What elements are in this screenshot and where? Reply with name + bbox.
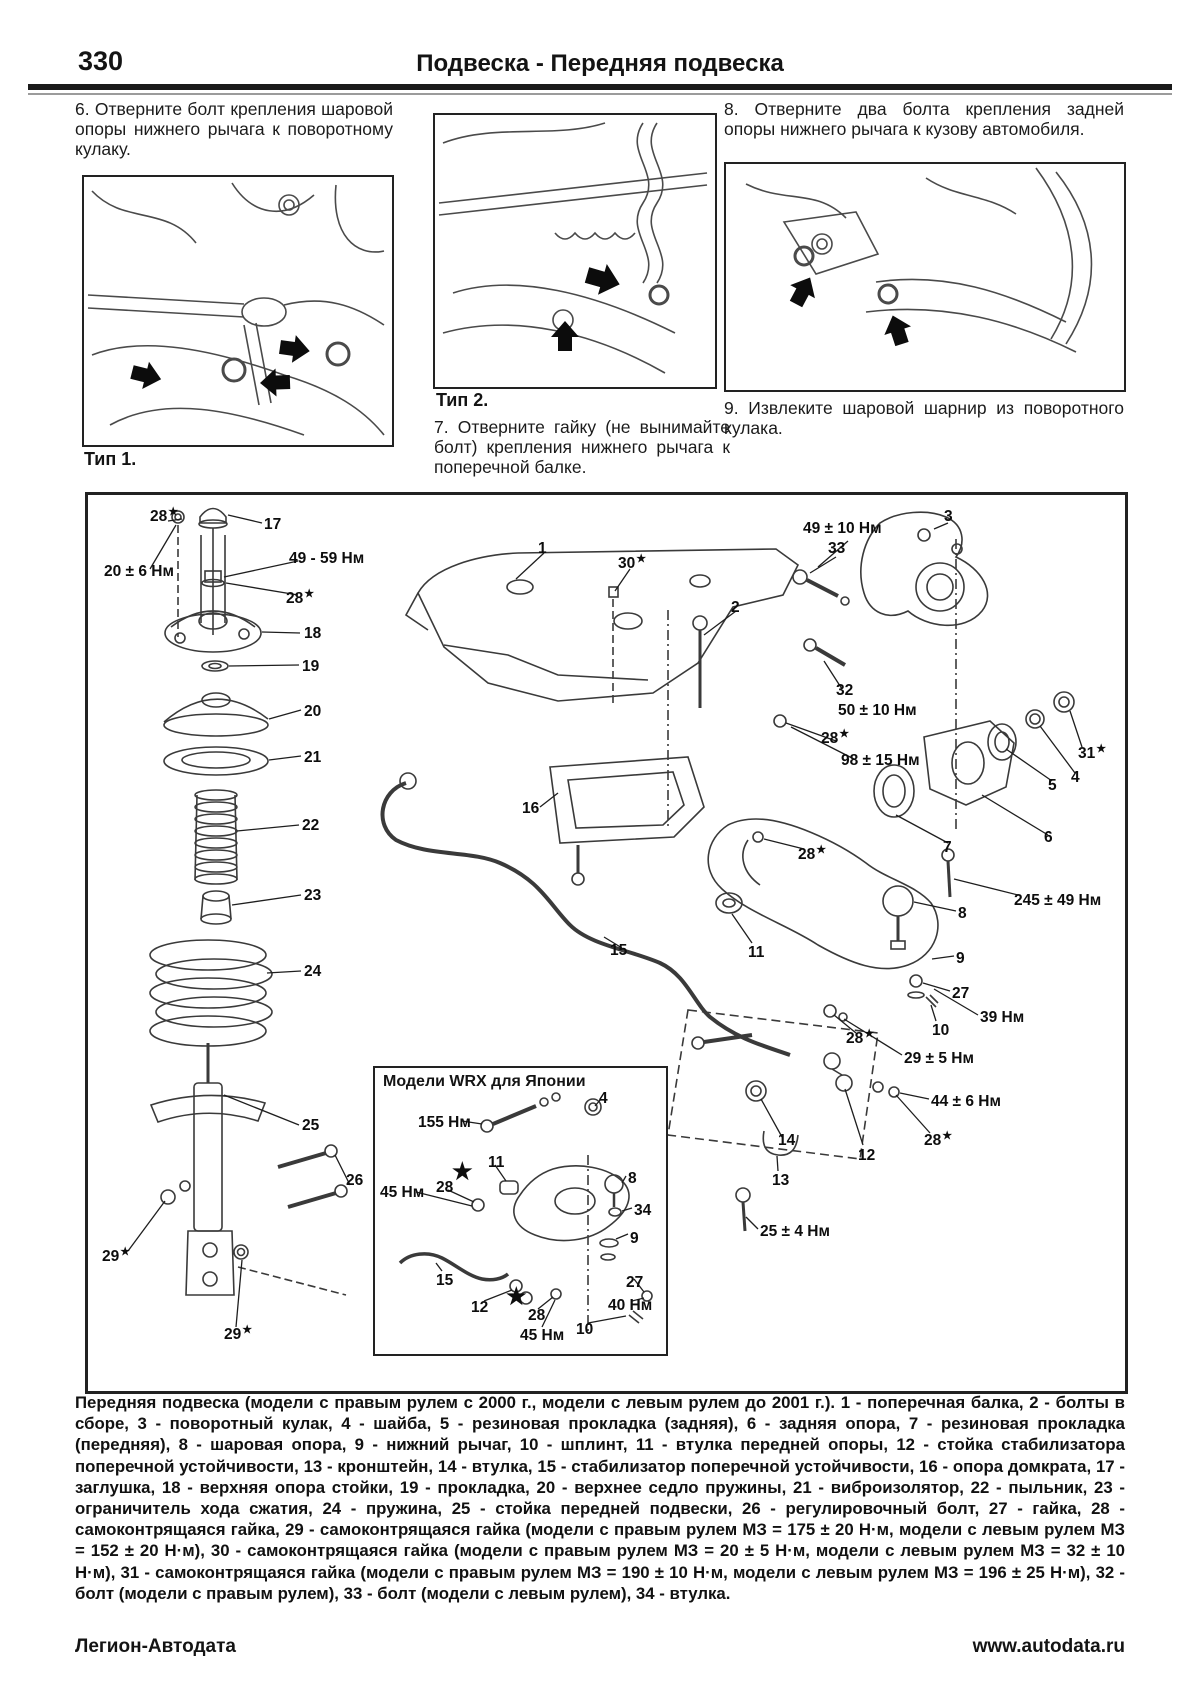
- part-label: 34: [634, 1202, 652, 1219]
- part-label: 27: [626, 1274, 644, 1291]
- photo-step8-illustration: [724, 162, 1126, 392]
- part-label: 28★: [846, 1028, 875, 1048]
- part-label: 7: [943, 839, 952, 856]
- part-label: 6: [1044, 829, 1053, 846]
- part-label: 21: [304, 749, 322, 766]
- part-label: 30★: [618, 553, 647, 573]
- star-marker: ★: [452, 1158, 473, 1184]
- part-label: 27: [952, 985, 970, 1002]
- step8-sketch: [726, 164, 1120, 386]
- part-label: 15: [610, 942, 628, 959]
- part-label: 32: [836, 682, 854, 699]
- part-label: 8: [958, 905, 967, 922]
- type1-sketch: [84, 177, 388, 441]
- part-label: 1: [538, 540, 547, 557]
- part-label: 4: [599, 1090, 608, 1107]
- instruction-step-6: 6. Отверните болт крепления шаровой опоры нижнего рычага к поворотному кулаку.: [75, 99, 393, 159]
- part-label: 28★: [821, 728, 850, 748]
- part-label: 44 ± 6 Нм: [931, 1093, 1001, 1110]
- part-label: 22: [302, 817, 320, 834]
- part-label: 12: [471, 1299, 489, 1316]
- photo-type1-illustration: [82, 175, 394, 447]
- part-label: 16: [522, 800, 540, 817]
- instruction-step-9: 9. Извлеките шаровой шарнир из поворотного кулака.: [724, 398, 1124, 438]
- part-label: 28: [436, 1179, 454, 1196]
- part-label: 49 ± 10 Нм: [803, 520, 882, 537]
- type1-label: Тип 1.: [84, 449, 137, 469]
- figure-caption: Передняя подвеска (модели с правым рулем с 2000 г., модели с левым рулем до 2001 г.). 1 - поперечная балка, 2 - болты в сборе, 3 - поворотный кулак, 4 - шайба, 5 - резиновая прокладка (задняя), 6 - задняя опора, 7 - резиновая прокладка (передняя), 8 - шаровая опора, 9 - нижний рычаг, 10 - шплинт, 11 - втулка передней опоры, 12 - стойка стабилизатора поперечной устойчивости, 13 - кронштейн, 14 - втулка, 15 - стабилизатор поперечной устойчивости, 16 - опора домкрата, 17 - заглушка, 18 - верхняя опора стойки, 19 - прокладка, 20 - верхнее седло пружины, 21 - виброизолятор, 22 - пыльник, 23 - ограничитель хода сжатия, 24 - пружина, 25 - стойка передней подвески, 26 - регулировочный болт, 27 - гайка, 28 - самоконтрящаяся гайка, 29 - самоконтрящаяся гайка (модели с правым рулем МЗ = 175 ± 20 Н·м, модели с левым рулем МЗ = 152 ± 20 Н·м), 30 - самоконтрящаяся гайка (модели с правым рулем МЗ = 20 ± 5 Н·м, модели с левым рулем МЗ = 32 ± 10 Н·м), 31 - самоконтрящаяся гайка (модели с правым рулем МЗ = 190 ± 10 Н·м, модели с левым рулем МЗ = 196 ± 25 Н·м), 32 - болт (модели с правым рулем), 33 - болт (модели с левым рулем), 34 - втулка.: [75, 1393, 1125, 1603]
- header-rule-thick: [28, 84, 1172, 90]
- part-label: 5: [1048, 777, 1057, 794]
- website-url: www.autodata.ru: [972, 1636, 1125, 1657]
- part-label: 10: [932, 1022, 950, 1039]
- type2-sketch: [435, 115, 711, 383]
- part-label: 9: [630, 1230, 639, 1247]
- part-label: 12: [858, 1147, 876, 1164]
- part-label: 26: [346, 1172, 364, 1189]
- type2-label: Тип 2.: [436, 390, 489, 410]
- page-number: 330: [78, 46, 124, 76]
- part-label: 40 Нм: [608, 1297, 653, 1314]
- part-label: 15: [436, 1272, 454, 1289]
- instruction-step-8: 8. Отверните два болта крепления задней опоры нижнего рычага к кузову автомобиля.: [724, 99, 1124, 139]
- part-label: 24: [304, 963, 322, 980]
- part-label: 245 ± 49 Нм: [1014, 892, 1102, 909]
- part-label: 18: [304, 625, 322, 642]
- part-label: 4: [1071, 769, 1080, 786]
- part-label: 28★: [150, 506, 179, 526]
- black-arrow-icon: [551, 260, 624, 351]
- part-label: 23: [304, 887, 322, 904]
- part-label: 11: [748, 944, 765, 961]
- exploded-suspension-diagram: [85, 492, 1128, 1394]
- part-label: 25 ± 4 Нм: [760, 1223, 830, 1240]
- part-label: 3: [944, 508, 953, 525]
- part-label: 28★: [286, 588, 315, 608]
- part-label: 10: [576, 1321, 594, 1338]
- part-label: 11: [488, 1154, 505, 1171]
- part-label: 29★: [224, 1324, 253, 1344]
- part-label: 28★: [798, 844, 827, 864]
- part-label: 19: [302, 658, 320, 675]
- page-title: Подвеска - Передняя подвеска: [416, 50, 784, 77]
- part-label: 45 Нм: [380, 1184, 425, 1201]
- wrx-inset-title: Модели WRX для Японии: [383, 1073, 586, 1090]
- part-label: 39 Нм: [980, 1009, 1025, 1026]
- part-label: 29★: [102, 1246, 131, 1266]
- part-label: 28★: [924, 1130, 953, 1150]
- part-label: 45 Нм: [520, 1327, 565, 1344]
- part-label: 28: [528, 1307, 546, 1324]
- part-label: 14: [778, 1132, 796, 1149]
- part-label: 31★: [1078, 743, 1107, 763]
- part-label: 20: [304, 703, 322, 720]
- part-label: 155 Нм: [418, 1114, 471, 1131]
- header-rule-thin: [28, 93, 1172, 95]
- part-label: 49 - 59 Нм: [289, 550, 365, 567]
- part-label: 8: [628, 1170, 637, 1187]
- part-label: 98 ± 15 Нм: [841, 752, 920, 769]
- star-marker: ★: [506, 1283, 527, 1309]
- part-label: 20 ± 6 Нм: [104, 563, 174, 580]
- part-label: 17: [264, 516, 282, 533]
- part-label: 13: [772, 1172, 790, 1189]
- part-label: 33: [828, 540, 846, 557]
- instruction-step-7: 7. Отверните гайку (не вынимайте болт) крепления нижнего рычага к поперечной балке.: [434, 417, 730, 477]
- part-label: 9: [956, 950, 965, 967]
- part-label: 50 ± 10 Нм: [838, 702, 917, 719]
- publisher-name: Легион-Автодата: [75, 1636, 236, 1657]
- photo-type2-illustration: [433, 113, 717, 389]
- part-label: 2: [731, 599, 740, 616]
- black-arrow-icon: [129, 333, 312, 397]
- part-label: 25: [302, 1117, 320, 1134]
- part-label: 29 ± 5 Нм: [904, 1050, 974, 1067]
